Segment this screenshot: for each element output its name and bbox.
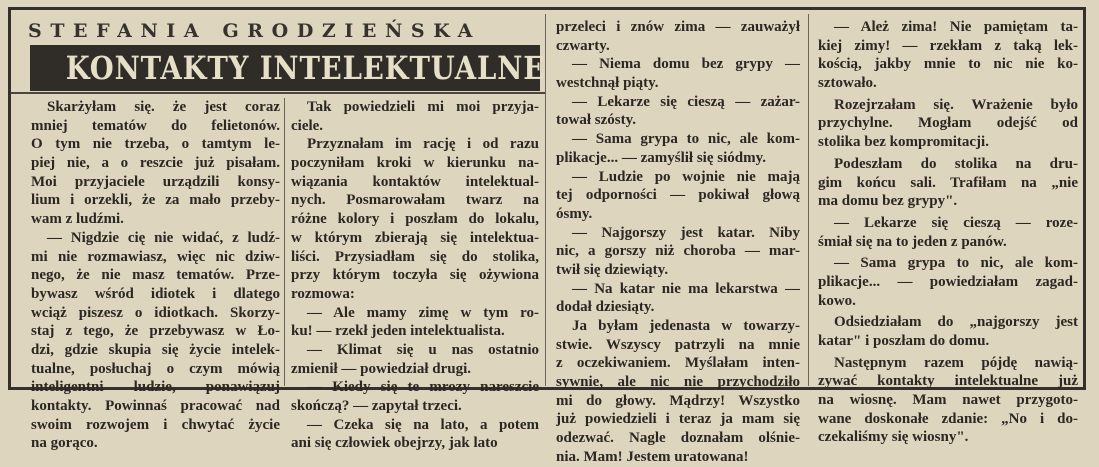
paragraph bbox=[818, 313, 1078, 350]
text-line: — Kiedy się te mrozy nareszcie bbox=[307, 379, 539, 396]
text-line: odezwać. Nagle doznałam olśnie- bbox=[556, 430, 800, 447]
text-line: ciele. bbox=[291, 117, 324, 134]
text-line: Następnym razem pójdę nawią- bbox=[834, 354, 1078, 371]
column-divider bbox=[545, 14, 546, 386]
paragraph bbox=[556, 317, 800, 467]
text-line: skończą? — zapytał trzeci. bbox=[291, 398, 462, 414]
text-line: mi do głowy. Mądrzy! Wszystko bbox=[556, 392, 800, 409]
text-line: — Niema domu bez grypy — bbox=[572, 56, 800, 73]
column-divider bbox=[808, 14, 809, 386]
text-line: poczyniłam kroki w kierunku na- bbox=[291, 155, 539, 172]
text-line: na gorąco. bbox=[31, 435, 98, 452]
text-line: czekaliśmy się wiosny". bbox=[818, 429, 969, 446]
text-line: różne kolory i poszłam do lokalu, bbox=[291, 211, 539, 228]
paragraph bbox=[556, 224, 800, 280]
text-line: — Ludzie po wojnie nie mają bbox=[572, 168, 800, 185]
paragraph bbox=[291, 135, 539, 303]
text-line: tej odporności — pokiwał głową bbox=[556, 187, 800, 204]
paragraph bbox=[556, 130, 800, 167]
text-line: mniej tematów do felietonów. bbox=[31, 117, 280, 134]
paragraph bbox=[31, 229, 280, 453]
article-title: KONTAKTY INTELEKTUALNE bbox=[65, 49, 546, 87]
text-line: stwie. Wszyscy patrzyli na mnie bbox=[556, 336, 800, 353]
paragraph bbox=[556, 55, 800, 92]
text-line: — Ale mamy zimę w tym ro- bbox=[307, 304, 539, 321]
text-line: kością, jakby mnie to nic nie ko- bbox=[818, 56, 1078, 73]
text-line: — Lekarze się cieszą — roze- bbox=[834, 214, 1078, 231]
text-line: wam z ludźmi. bbox=[31, 211, 124, 228]
text-line: kiej zimy! — rzekłam z taką lek- bbox=[818, 37, 1078, 54]
text-line: ku! — rzekł jeden intelektualista. bbox=[291, 323, 505, 340]
text-line: przeleci i znów zima — zauważył bbox=[556, 19, 800, 35]
text-line: staj z tego, że przebywasz w Ło- bbox=[31, 323, 280, 340]
text-line: liści. Przysiadłam się do stolika, bbox=[291, 248, 539, 265]
text-line: — Klimat się u nas ostatnio bbox=[307, 341, 539, 358]
text-line: ani się człowiek obejrzy, jak lato bbox=[291, 435, 498, 452]
title-banner bbox=[30, 45, 546, 91]
text-line: Przyznałam im rację i od razu bbox=[307, 136, 539, 153]
text-line: z oczekiwaniem. Myślałam inten- bbox=[556, 355, 800, 372]
text-line: przychylne. Mogłam odejść od bbox=[818, 115, 1078, 132]
text-line: przy którym toczyła się ożywiona bbox=[291, 267, 539, 284]
text-line: — Czeka się na lato, a potem bbox=[307, 416, 539, 433]
text-line: Odsiedziałam do „najgorszy jest bbox=[834, 314, 1078, 331]
text-line: ma domu bez grypy". bbox=[818, 193, 958, 210]
text-line: Ja byłam jedenasta w towarzy- bbox=[572, 318, 800, 334]
paragraph bbox=[818, 155, 1078, 211]
text-line: westchnął piąty. bbox=[556, 75, 659, 92]
paragraph bbox=[818, 96, 1078, 152]
text-line: kontakty. Powinnaś pracować nad bbox=[31, 398, 280, 414]
text-line: zmienił — powiedział drugi. bbox=[291, 360, 471, 377]
text-line: tował szósty. bbox=[556, 112, 636, 129]
paragraph bbox=[31, 98, 280, 229]
text-line: stolika bez kompromitacji. bbox=[818, 134, 989, 151]
text-line: — Ależ zima! Nie pamiętam ta- bbox=[834, 19, 1078, 35]
paragraph bbox=[818, 18, 1078, 93]
text-line: wciąż piszesz o idiotkach. Skorzy- bbox=[31, 304, 280, 321]
text-line: Rozejrzałam się. Wrażenie było bbox=[834, 96, 1078, 113]
text-line: — Sama grypa to nic, ale kom- bbox=[834, 255, 1078, 272]
paragraph bbox=[291, 341, 539, 378]
text-line: czwarty. bbox=[556, 37, 610, 54]
article-column-4 bbox=[818, 18, 1078, 447]
text-line: plikacje... — zamyślił się siódmy. bbox=[556, 149, 766, 166]
column-divider bbox=[284, 98, 285, 386]
header-divider bbox=[11, 92, 546, 94]
text-line: rozmowa: bbox=[291, 285, 355, 302]
article-column-3 bbox=[556, 18, 800, 467]
paragraph bbox=[556, 93, 800, 130]
text-line: na wiosnę. Mam nawet przygoto- bbox=[818, 392, 1078, 409]
text-line: plikacje... — powiedziałam zagad- bbox=[818, 273, 1078, 290]
text-line: kowo. bbox=[818, 292, 856, 309]
paragraph bbox=[556, 280, 800, 317]
text-line: wane doskonałe zdanie: „No i do- bbox=[818, 410, 1078, 427]
text-line: w którym zbierają się intelektua- bbox=[291, 229, 539, 246]
paragraph bbox=[291, 98, 539, 135]
text-line: — Nigdzie cię nie widać, z ludź- bbox=[47, 229, 280, 246]
text-line: dzi, gdzie skupia się życie intelek- bbox=[31, 341, 280, 358]
text-line: sztowało. bbox=[818, 75, 877, 92]
text-line: Tak powiedzieli mi moi przyja- bbox=[307, 99, 539, 115]
text-line: nic, a gorszy niż choroba — mar- bbox=[556, 243, 800, 260]
text-line: twił się dziewiąty. bbox=[556, 261, 669, 278]
text-line: piej nie, a o reszcie już pisałam. bbox=[31, 155, 280, 172]
text-line: bywasz wśród idiotek i dlatego bbox=[31, 285, 280, 302]
text-line: mi nie rozmawiasz, więc nic dziw- bbox=[31, 248, 280, 265]
text-line: — Najgorszy jest katar. Niby bbox=[572, 224, 800, 241]
text-line: — Sama grypa to nic, ale kom- bbox=[572, 131, 800, 148]
paragraph bbox=[818, 214, 1078, 251]
text-line: nego, że nie masz tematów. Prze- bbox=[31, 267, 280, 284]
text-line: gim końcu sali. Trafiłam na „nie bbox=[818, 174, 1078, 191]
text-line: Podeszłam do stolika na dru- bbox=[834, 155, 1078, 172]
text-line: — Na katar nie ma lekarstwa — bbox=[572, 280, 800, 297]
paragraph bbox=[291, 378, 539, 415]
paragraph bbox=[291, 416, 539, 453]
text-line: lium i orzekli, że za mało przeby- bbox=[31, 192, 280, 209]
text-line: O tym nie trzeba, o tamtym le- bbox=[31, 136, 280, 153]
text-line: — Lekarze się cieszą — zażar- bbox=[572, 93, 800, 110]
text-line: sywnie, ale nic nie przychodziło bbox=[556, 374, 800, 391]
text-line: swoim rozwojem i chwytać życie bbox=[31, 416, 280, 433]
text-line: wiązania kontaktów intelektual- bbox=[291, 173, 539, 190]
text-line: dodał dziesiąty. bbox=[556, 299, 655, 316]
paragraph bbox=[556, 168, 800, 224]
paragraph bbox=[818, 254, 1078, 310]
text-line: nych. Posmarowałam twarz na bbox=[291, 192, 539, 209]
text-line: nia. Mam! Jestem uratowana! bbox=[556, 448, 749, 465]
author-name: STEFANIA GRODZIEŃSKA bbox=[28, 20, 481, 42]
text-line: Skarżyłam się. że jest coraz bbox=[47, 99, 280, 115]
text-line: inteligentni ludzie, ponawiązuj bbox=[31, 379, 280, 396]
text-line: tualne, posłuchaj o czym mówią bbox=[31, 360, 280, 377]
text-line: Moi przyjaciele urządzili konsy- bbox=[31, 173, 280, 190]
paragraph bbox=[818, 354, 1078, 447]
paragraph bbox=[291, 304, 539, 341]
text-line: zywać kontakty intelektualne już bbox=[818, 373, 1078, 390]
text-line: śmiał się na to jeden z panów. bbox=[818, 233, 1007, 250]
text-line: katar" i poszłam do domu. bbox=[818, 333, 990, 349]
paragraph bbox=[556, 18, 800, 55]
text-line: już powiedzieli i teraz ja mam się bbox=[556, 411, 800, 428]
text-line: ósmy. bbox=[556, 205, 593, 222]
